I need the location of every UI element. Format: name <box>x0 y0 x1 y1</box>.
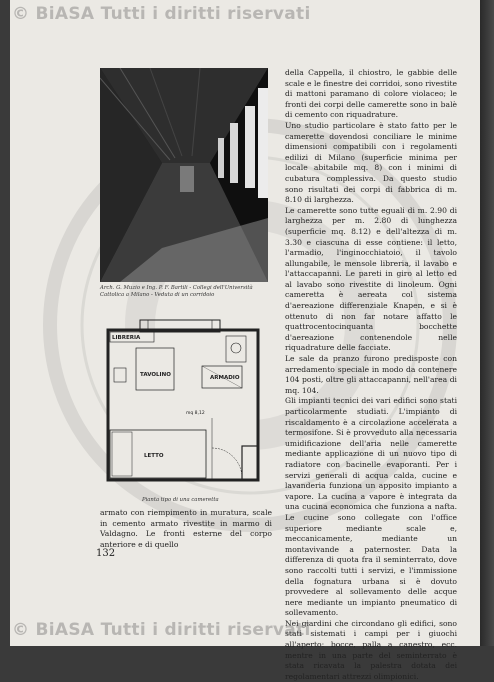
watermark-bottom: © BiASA Tutti i diritti riservati <box>12 620 311 640</box>
watermark-top: © BiASA Tutti i diritti riservati <box>12 4 311 24</box>
plan-label-libreria: LIBRERIA <box>112 335 141 341</box>
paragraph: Nei giardini che circondano gli edifici, sono stati sistemati i campi per i giuochi all'aperto: bocce, palla a canestro, ecc. mentre in una parte del seminterrato è stata ricavata la palestra dotata dei regolamentari attrezzi olimpionici. <box>285 618 457 681</box>
floor-plan <box>100 318 272 494</box>
plan-label-letto: LETTO <box>144 453 164 459</box>
plan-label-area: mq 8,12 <box>186 411 205 416</box>
paragraph: Le camerette sono tutte eguali di m. 2.90 di larghezza per m. 2.80 di lunghezza (superficie mq. 8.12) e dell'altezza di m. 3.30 e ciascuna di esse contiene: il letto, l'armadio, l'inginocchiatoio, il tavolo allungabile, le mensole libreria, il lavabo e l'attaccapanni. Le pareti in giro al letto ed al lavabo sono rivestite di linoleum. Ogni cameretta è aereata col sistema d'aereazione differenziale Knapen, e si è ottenuto di non far notare affatto le quattrocentocinquanta bocchette d'aereazione contenendole nelle riquadrature delle facciate. <box>285 205 457 353</box>
plan-label-armadio: ARMADIO <box>210 375 240 381</box>
scan-edge <box>480 0 494 646</box>
left-column-text <box>100 508 272 550</box>
right-column-text <box>285 68 457 682</box>
paragraph: Gli impianti tecnici dei vari edifici sono stati particolarmente studiati. L'impianto di riscaldamento è a circolazione accelerata a termosifone. Si è provveduto alla necessaria umidificazione dell'aria nelle camerette mediante applicazione di un nuovo tipo di radiatore con bacinelle evaporanti. Per i servizi generali di acqua calda, cucine e lavanderia funziona un apposito impianto a vapore. La cucina a vapore è integrata da una cucina economica che funziona a nafta. Le cucine sono collegate con l'office superiore mediante scale e, meccanicamente, mediante un montavivande a paternoster. Data la differenza di quota fra il seminterrato, dove sono raccolti tutti i servizi, e l'immissione della fognatura urbana si è dovuto provvedere al sollevamento delle acque nere mediante un impianto pneumatico di sollevamento. <box>285 396 457 618</box>
paragraph: della Cappella, il chiostro, le gabbie delle scale e le finestre dei corridoi, sono rivestite di mattoni paramano di colore violaceo; le fronti dei corpi delle camerette sono in balè di cemento con riquadrature. <box>285 68 457 120</box>
plan-label-tavolino: TAVOLINO <box>140 372 171 378</box>
paragraph: Uno studio particolare è stato fatto per le camerette dovendosi conciliare le minime dimensioni compatibili con i regolamenti edilizi di Milano (superficie minima per locale abitabile mq. 8) con i minimi di cubatura complessiva. Da questo studio sono risultati dei corpi di fabbrica di m. 8.10 di larghezza. <box>285 120 457 205</box>
paragraph: Le sale da pranzo furono predisposte con arredamento speciale in modo da contenere 104 posti, oltre gli attaccapanni, nell'area di mq. 104. <box>285 354 457 395</box>
corridor-photo <box>100 68 268 282</box>
plan-caption: Pianta tipo di una cameretta <box>142 497 219 503</box>
photo-caption: Arch. G. Muzio e Ing. P. F. Bartili - Collegi dell'Università Cattolica a Milano - Veduta di un corridoio <box>100 285 253 298</box>
paragraph: armato con riempimento in muratura, scale in cemento armato rivestite in marmo di Valdagno. Le fronti esterne del corpo anteriore e di quello <box>100 508 272 549</box>
page-number: 132 <box>96 548 116 559</box>
